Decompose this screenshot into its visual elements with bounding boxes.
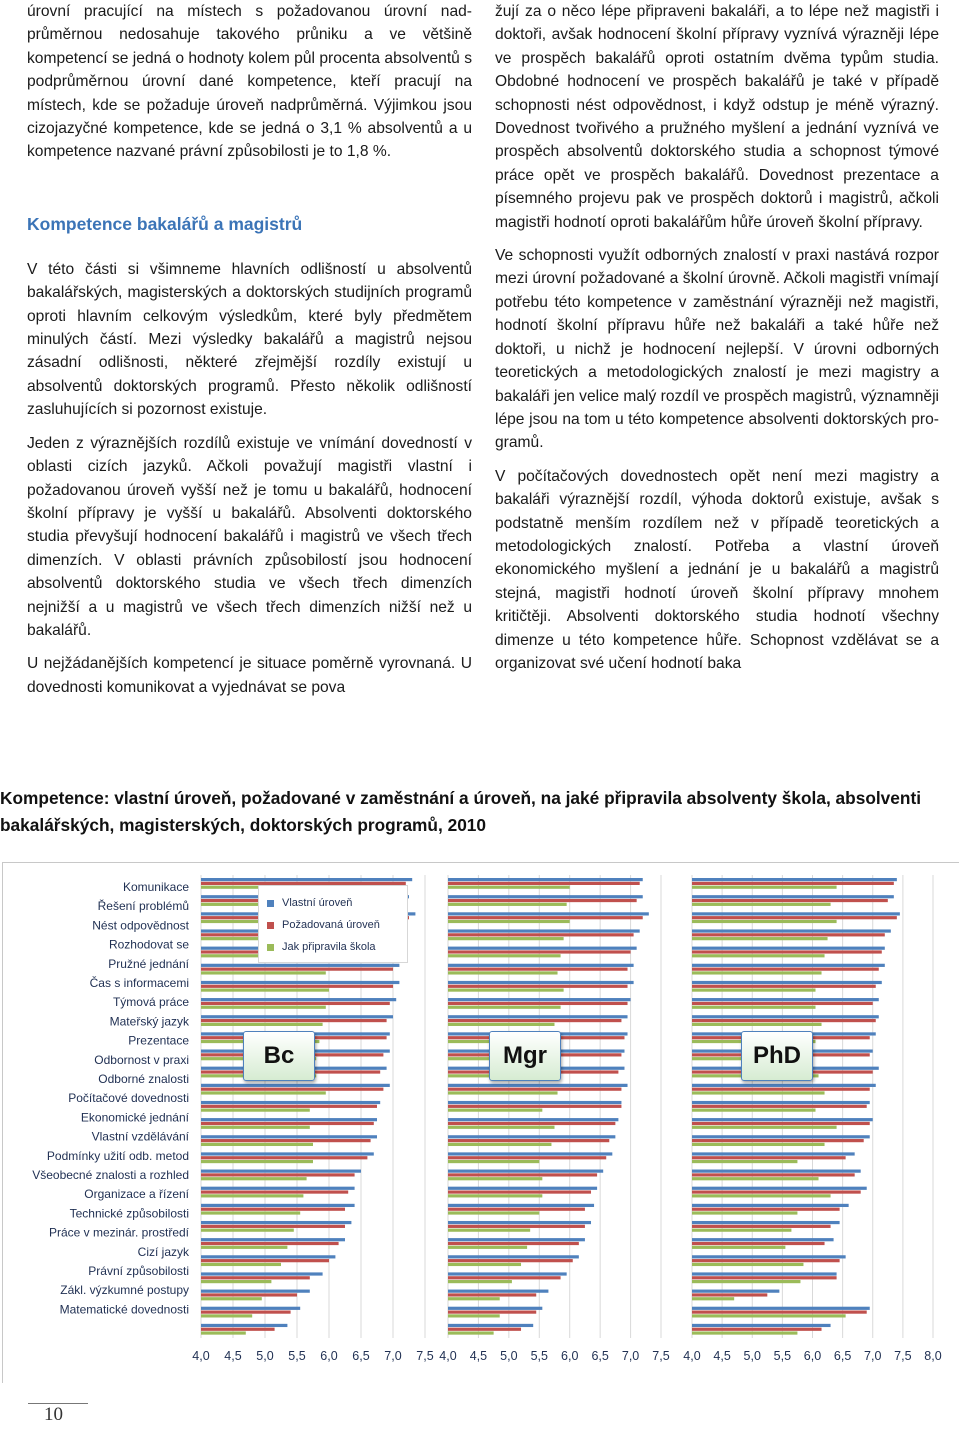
- bar-green: [448, 1280, 512, 1283]
- bar-green: [201, 1211, 300, 1214]
- tick-label: 8,0: [924, 1349, 942, 1363]
- bar-red: [692, 899, 888, 902]
- bar-blue: [448, 1084, 628, 1087]
- category-label: Prezentace: [128, 1033, 189, 1048]
- bar-blue: [201, 964, 399, 967]
- bar-green: [692, 1229, 791, 1232]
- bar-blue: [448, 964, 634, 967]
- category-label: Organizace a řízení: [84, 1187, 189, 1202]
- bar-red: [201, 1019, 387, 1022]
- bar-green: [201, 1194, 303, 1197]
- category-label: Technické způsobilosti: [69, 1206, 189, 1221]
- panel-label-mgr: Mgr: [489, 1031, 561, 1081]
- bar-green: [692, 1263, 803, 1266]
- bar-blue: [201, 1272, 323, 1275]
- bar-blue: [448, 1221, 591, 1224]
- bar-blue: [448, 998, 631, 1001]
- tick-label: 4,0: [683, 1349, 701, 1363]
- bar-green: [448, 1331, 494, 1334]
- bar-green: [448, 954, 561, 957]
- bar-blue: [692, 1118, 873, 1121]
- bar-green: [692, 1331, 797, 1334]
- bar-blue: [692, 1204, 849, 1207]
- bar-blue: [692, 1135, 870, 1138]
- bar-blue: [692, 912, 900, 915]
- bar-red: [201, 1208, 345, 1211]
- bar-green: [201, 971, 326, 974]
- bar-red: [448, 933, 634, 936]
- bar-red: [201, 1002, 390, 1005]
- bar-green: [692, 1143, 825, 1146]
- bar-blue: [201, 1187, 355, 1190]
- bar-blue: [692, 895, 894, 898]
- bar-green: [201, 1331, 246, 1334]
- paragraph: úrovní pracující na místech s požadovanou úrovní nadprůměrnou nedosahuje takového průniku a ve většině kompetencí se jedná o hodnoty kolem půl procenta absolventů s podprůměrnou úrovní dané kompetence, kteří pracují na místech, kde se požaduje úroveň nadprůměrná. Výjimkou jsou cizojazyčné kompetence, kde se jedná o 3,1 % absolventů a u kompetence nazvané právní způsobilosti je to 1,8 %.: [27, 3, 472, 161]
- bar-red: [448, 1156, 606, 1159]
- bar-red: [448, 1293, 536, 1296]
- bar-blue: [201, 1324, 287, 1327]
- tick-label: 5,5: [773, 1349, 792, 1363]
- tick-label: 6,0: [803, 1349, 822, 1363]
- page-number: 10: [44, 1404, 63, 1425]
- legend-item: [267, 894, 352, 912]
- bar-red: [448, 882, 640, 885]
- bar-blue: [692, 1272, 837, 1275]
- bar-green: [201, 1229, 294, 1232]
- bar-red: [448, 1208, 585, 1211]
- legend-swatch-green: [267, 944, 274, 951]
- bar-blue: [448, 1238, 585, 1241]
- bar-blue: [201, 981, 399, 984]
- bar-blue: [448, 895, 643, 898]
- bar-green: [201, 1246, 287, 1249]
- category-label: Podmínky užití odb. metod: [46, 1148, 189, 1163]
- bar-blue: [448, 1204, 594, 1207]
- bar-green: [692, 1314, 846, 1317]
- bar-green: [692, 988, 816, 991]
- category-label: Cizí jazyk: [137, 1244, 189, 1259]
- bar-green: [448, 1194, 542, 1197]
- bar-blue: [692, 1221, 840, 1224]
- paragraph: V této části si všimneme hlavních odlišností u absolventů bakalářských, magisterských a doktorských studijních programů oproti hlavním celkovým výsledkům, které byly předmětem minulých částí. Mezi výsledky bakalářů a magistrů nejsou zásadní odlišnosti, některé zřejmější rozdíly existují u absolventů doktorských programů. Přesto několik odlišností zasluhujících si pozornost existuje.: [27, 260, 472, 419]
- bar-blue: [692, 1170, 861, 1173]
- bar-red: [448, 1019, 621, 1022]
- category-label: Týmová práce: [112, 995, 189, 1010]
- bar-blue: [448, 1255, 579, 1258]
- bar-blue: [201, 1238, 345, 1241]
- bar-green: [448, 1023, 555, 1026]
- bar-blue: [692, 1255, 846, 1258]
- tick-label: 6,5: [352, 1349, 370, 1363]
- right-text-column: [495, 0, 939, 685]
- bar-red: [201, 1242, 339, 1245]
- panel-label-bc: Bc: [243, 1031, 315, 1081]
- bar-red: [692, 1208, 840, 1211]
- bar-blue: [201, 1221, 351, 1224]
- tick-label: 7,5: [894, 1349, 912, 1363]
- bar-red: [201, 985, 393, 988]
- bar-green: [448, 971, 558, 974]
- category-label: Odbornost v praxi: [94, 1052, 189, 1067]
- bar-green: [692, 1126, 837, 1129]
- paragraph: U nejžádanějších kompetencí je situace poměrně vyrovnaná. U dovednosti komunikovat a vyjednávat se pova: [27, 655, 472, 696]
- bar-green: [692, 903, 831, 906]
- legend-swatch-blue: [267, 900, 274, 907]
- bar-green: [448, 1229, 530, 1232]
- bar-red: [448, 1276, 561, 1279]
- bar-green: [692, 1280, 800, 1283]
- bar-blue: [201, 1118, 377, 1121]
- bar-blue: [448, 1015, 628, 1018]
- tick-label: 7,5: [416, 1349, 434, 1363]
- bar-green: [448, 988, 564, 991]
- tick-label: 4,0: [439, 1349, 457, 1363]
- bar-red: [448, 899, 637, 902]
- bar-blue: [692, 929, 891, 932]
- bar-red: [692, 882, 894, 885]
- bar-red: [692, 1225, 831, 1228]
- bar-red: [692, 1311, 867, 1314]
- tick-label: 4,5: [713, 1349, 731, 1363]
- tick-label: 5,0: [256, 1349, 274, 1363]
- bar-green: [448, 1006, 561, 1009]
- bar-red: [692, 933, 885, 936]
- bar-green: [692, 1177, 819, 1180]
- bar-green: [201, 1091, 326, 1094]
- bar-green: [201, 1006, 326, 1009]
- bar-blue: [692, 1238, 834, 1241]
- bar-blue: [692, 1324, 831, 1327]
- category-label: Mateřský jazyk: [109, 1014, 189, 1029]
- bar-green: [201, 1177, 307, 1180]
- bar-green: [448, 1126, 555, 1129]
- bar-green: [448, 903, 567, 906]
- chart-canvas: [3, 863, 959, 1383]
- tick-label: 4,5: [224, 1349, 242, 1363]
- bar-green: [692, 937, 828, 940]
- bar-blue: [448, 1101, 621, 1104]
- bar-red: [201, 1122, 374, 1125]
- category-label: Nést odpovědnost: [92, 918, 189, 933]
- bar-green: [692, 920, 837, 923]
- bar-blue: [448, 1324, 533, 1327]
- bar-blue: [448, 981, 634, 984]
- category-label: Odborné znalosti: [98, 1072, 189, 1086]
- bar-red: [692, 1259, 840, 1262]
- bar-green: [692, 1006, 816, 1009]
- bar-red: [692, 985, 876, 988]
- bar-blue: [201, 1135, 377, 1138]
- bar-green: [692, 1160, 797, 1163]
- tick-label: 6,0: [561, 1349, 579, 1363]
- bar-red: [201, 1293, 297, 1296]
- bar-blue: [201, 998, 396, 1001]
- left-text-column: [27, 0, 472, 709]
- bar-red: [692, 1105, 867, 1108]
- bar-blue: [201, 1152, 374, 1155]
- tick-label: 5,0: [500, 1349, 518, 1363]
- bar-red: [201, 1311, 291, 1314]
- bar-green: [201, 1126, 310, 1129]
- tick-label: 5,5: [530, 1349, 548, 1363]
- legend-label: Vlastní úroveň: [282, 897, 353, 909]
- category-label: Pružné jednání: [108, 956, 189, 971]
- bar-red: [201, 1105, 377, 1108]
- tick-label: 7,5: [652, 1349, 670, 1363]
- chart-legend: [258, 885, 408, 963]
- bar-red: [692, 1019, 876, 1022]
- bar-blue: [692, 964, 885, 967]
- section-heading: Kompetence bakalářů a magistrů: [27, 213, 303, 234]
- bar-blue: [201, 1084, 390, 1087]
- bar-red: [448, 1311, 536, 1314]
- bar-red: [201, 1190, 348, 1193]
- bar-red: [692, 1328, 822, 1331]
- category-label: Vlastní vzdělávání: [91, 1129, 189, 1144]
- bar-red: [201, 1156, 367, 1159]
- paragraph: Ve schopnosti využít odborných znalostí v praxi nastává rozpor mezi úrovní požadované a školní úrovně. Ačkoli magistři vnímají potřebu této kompetence v zaměstnání výrazněji než magistři, hodnotí školní přípravu hůře než bakaláři a také hůře než doktoři, u nichž je hodnocení nejlepší. V úrovni odborných teoretických a metodologických znalostí je mezi magistry a bakaláři jen velice malý rozdíl ve prospěch magistrů, významněji lépe jsou na tom u této kompetence absolventi doktorských programů.: [495, 247, 939, 452]
- bar-red: [201, 1276, 310, 1279]
- bar-red: [692, 950, 882, 953]
- competence-chart: [2, 862, 959, 1383]
- legend-item: [267, 938, 376, 956]
- bar-red: [448, 1173, 597, 1176]
- bar-green: [201, 1109, 310, 1112]
- figure-caption: Kompetence: vlastní úroveň, požadované v zaměstnání a úroveň, na jaké připravila absolventy škola, absolventi bakalářských, magisterských, doktorských programů, 2010: [0, 788, 922, 835]
- bar-red: [201, 1139, 371, 1142]
- bar-blue: [692, 1187, 867, 1190]
- panel-label-phd: PhD: [741, 1031, 813, 1081]
- bar-blue: [201, 1170, 361, 1173]
- bar-green: [448, 1246, 527, 1249]
- bar-blue: [692, 998, 879, 1001]
- category-label: Rozhodovat se: [108, 937, 189, 952]
- tick-label: 4,5: [469, 1349, 488, 1363]
- bar-blue: [692, 878, 897, 881]
- category-label: Právní způsobilosti: [88, 1264, 189, 1278]
- bar-green: [448, 1160, 539, 1163]
- bar-red: [692, 916, 897, 919]
- tick-label: 6,5: [591, 1349, 609, 1363]
- bar-red: [692, 1088, 870, 1091]
- tick-label: 7,0: [621, 1349, 640, 1363]
- paragraph: Jeden z výraznějších rozdílů existuje ve vnímání dovedností v oblasti cizích jazyků. Ačkoli považují magistři vlastní i požadovanou úroveň vyšší než je tomu u bakalářů, hodnocení školní přípravy je vyšší u bakalářů. Absolventi doktorského studia převyšují hodnocení bakalářů i magistrů ve všech třech dimenzích. V oblasti právních způsobilostí jsou hodnocení absolventů doktorského studia ve všech třech dimenzích nejnižší a u magistrů ve všech třech dimenzích nižší než u bakalářů.: [27, 434, 472, 639]
- bar-blue: [201, 1204, 355, 1207]
- bar-blue: [448, 1170, 603, 1173]
- category-label: Počítačové dovednosti: [68, 1091, 189, 1106]
- bar-blue: [448, 1290, 548, 1293]
- bar-blue: [692, 1307, 870, 1310]
- bar-red: [692, 1122, 870, 1125]
- bar-blue: [201, 1307, 300, 1310]
- bar-green: [448, 1211, 539, 1214]
- bar-red: [201, 1328, 275, 1331]
- bar-green: [692, 954, 825, 957]
- paragraph: V počítačových dovednostech opět není mezi magistry a bakaláři výraznější rozdíl, výhoda doktorů existuje, avšak s podstatně menším rozdílem než v případě teoretických a metodologických znalostí. Potřeba a vlastní úroveň ekonomického myšlení a jednání je u bakalářů a magistrů stejná, magistři hodnotí úroveň školní přípravy mnohem kritičtěji. Absolventi doktorského studia hodnotí všechny dimenze u této kompetence hůře. Schopnost vzdělávat se a organizovat své učení hodnotí baka: [495, 467, 939, 672]
- bar-blue: [448, 912, 649, 915]
- bar-green: [692, 1109, 816, 1112]
- bar-green: [692, 1246, 785, 1249]
- category-label: Práce v mezinár. prostředí: [48, 1225, 189, 1240]
- bar-blue: [448, 929, 640, 932]
- category-label: Zákl. výzkumné postupy: [60, 1283, 189, 1298]
- bar-red: [692, 1190, 861, 1193]
- bar-red: [692, 1276, 837, 1279]
- bar-red: [448, 1002, 628, 1005]
- bar-green: [692, 1023, 822, 1026]
- bar-red: [448, 1225, 585, 1228]
- bar-green: [692, 1194, 831, 1197]
- bar-red: [201, 1225, 345, 1228]
- bar-red: [692, 1293, 767, 1296]
- bar-green: [201, 1023, 323, 1026]
- tick-label: 7,0: [384, 1349, 402, 1363]
- bar-blue: [692, 1084, 876, 1087]
- bar-green: [201, 1280, 271, 1283]
- bar-red: [448, 1122, 615, 1125]
- bar-blue: [692, 1152, 855, 1155]
- bar-red: [201, 1173, 355, 1176]
- legend-item: [267, 916, 380, 934]
- bar-blue: [448, 878, 643, 881]
- bar-red: [448, 985, 628, 988]
- bar-red: [201, 1088, 383, 1091]
- bar-blue: [201, 878, 412, 881]
- bar-green: [201, 1160, 313, 1163]
- bar-red: [201, 968, 393, 971]
- bar-green: [448, 886, 570, 889]
- bar-green: [448, 937, 564, 940]
- bar-green: [448, 1177, 542, 1180]
- legend-label: Jak připravila škola: [282, 941, 376, 953]
- bar-blue: [448, 1135, 615, 1138]
- bar-red: [692, 1242, 825, 1245]
- bar-blue: [448, 1187, 597, 1190]
- bar-red: [692, 968, 879, 971]
- bar-red: [201, 1259, 329, 1262]
- bar-red: [448, 1190, 591, 1193]
- bar-green: [692, 971, 822, 974]
- category-label: Řešení problémů: [97, 899, 189, 914]
- bar-green: [448, 1263, 521, 1266]
- bar-blue: [692, 981, 882, 984]
- bar-blue: [201, 1255, 335, 1258]
- bar-blue: [448, 1307, 542, 1310]
- bar-red: [692, 1139, 864, 1142]
- bar-red: [692, 1173, 855, 1176]
- bar-green: [201, 1263, 281, 1266]
- bar-blue: [692, 1101, 870, 1104]
- bar-blue: [448, 1152, 612, 1155]
- bar-red: [448, 916, 643, 919]
- bar-blue: [448, 947, 637, 950]
- bar-blue: [201, 1290, 310, 1293]
- tick-label: 6,0: [320, 1349, 338, 1363]
- bar-green: [448, 1314, 500, 1317]
- bar-green: [692, 1297, 734, 1300]
- category-label: Ekonomické jednání: [80, 1110, 189, 1125]
- tick-label: 4,0: [192, 1349, 210, 1363]
- bar-red: [448, 950, 631, 953]
- bar-blue: [201, 1015, 393, 1018]
- bar-blue: [448, 1118, 618, 1121]
- tick-label: 5,5: [288, 1349, 306, 1363]
- bar-green: [692, 1211, 797, 1214]
- bar-blue: [692, 1015, 879, 1018]
- bar-red: [448, 1259, 573, 1262]
- bar-red: [448, 1242, 579, 1245]
- tick-label: 5,0: [743, 1349, 761, 1363]
- bar-green: [201, 1297, 262, 1300]
- bar-red: [448, 1088, 621, 1091]
- bar-green: [201, 1314, 252, 1317]
- legend-label: Požadovaná úroveň: [282, 919, 380, 931]
- bar-green: [448, 1297, 500, 1300]
- bar-blue: [692, 947, 885, 950]
- bar-green: [201, 988, 329, 991]
- bar-green: [448, 1109, 542, 1112]
- bar-green: [448, 1143, 551, 1146]
- bar-green: [448, 1091, 558, 1094]
- bar-red: [448, 1139, 609, 1142]
- bar-blue: [448, 1272, 567, 1275]
- legend-swatch-red: [267, 922, 274, 929]
- category-label: Všeobecné znalosti a rozhled: [32, 1168, 189, 1182]
- tick-label: 6,5: [833, 1349, 852, 1363]
- category-label: Čas s informacemi: [89, 976, 189, 990]
- bar-red: [448, 1328, 521, 1331]
- bar-red: [448, 968, 628, 971]
- category-label: Matematické dovednosti: [59, 1302, 189, 1317]
- paragraph: žují za o něco lépe připraveni bakaláři, a to lépe než magistři i doktoři, avšak hodnocení školní přípravy vyznívá výrazněji lépe ve prospěch bakalářů oproti ostatním dvěma typům studia. Obdobné hodnocení ve prospěch bakalářů je také v případě schopnosti nést odpovědnost, i když odstup je méně výrazný. Dovednost tvořivého a pružného myšlení a jednání vyznívá ve prospěch absolventů doktorského studia a schopnost týmové práce opět ve prospěch bakalářů. Dovednost prezentace a písemného projevu pak ve prospěch doktorů i magistrů, ačkoli magistři hodnotí oproti bakalářům hůře úroveň školní přípravy.: [495, 3, 939, 231]
- bar-red: [448, 1105, 621, 1108]
- bar-green: [692, 886, 837, 889]
- bar-green: [448, 920, 570, 923]
- category-label: Komunikace: [122, 880, 189, 894]
- bar-blue: [201, 1101, 380, 1104]
- bar-red: [692, 1156, 846, 1159]
- bar-red: [692, 1002, 873, 1005]
- bar-green: [201, 1143, 313, 1146]
- tick-label: 7,0: [864, 1349, 882, 1363]
- bar-green: [692, 1091, 825, 1094]
- bar-blue: [692, 1290, 779, 1293]
